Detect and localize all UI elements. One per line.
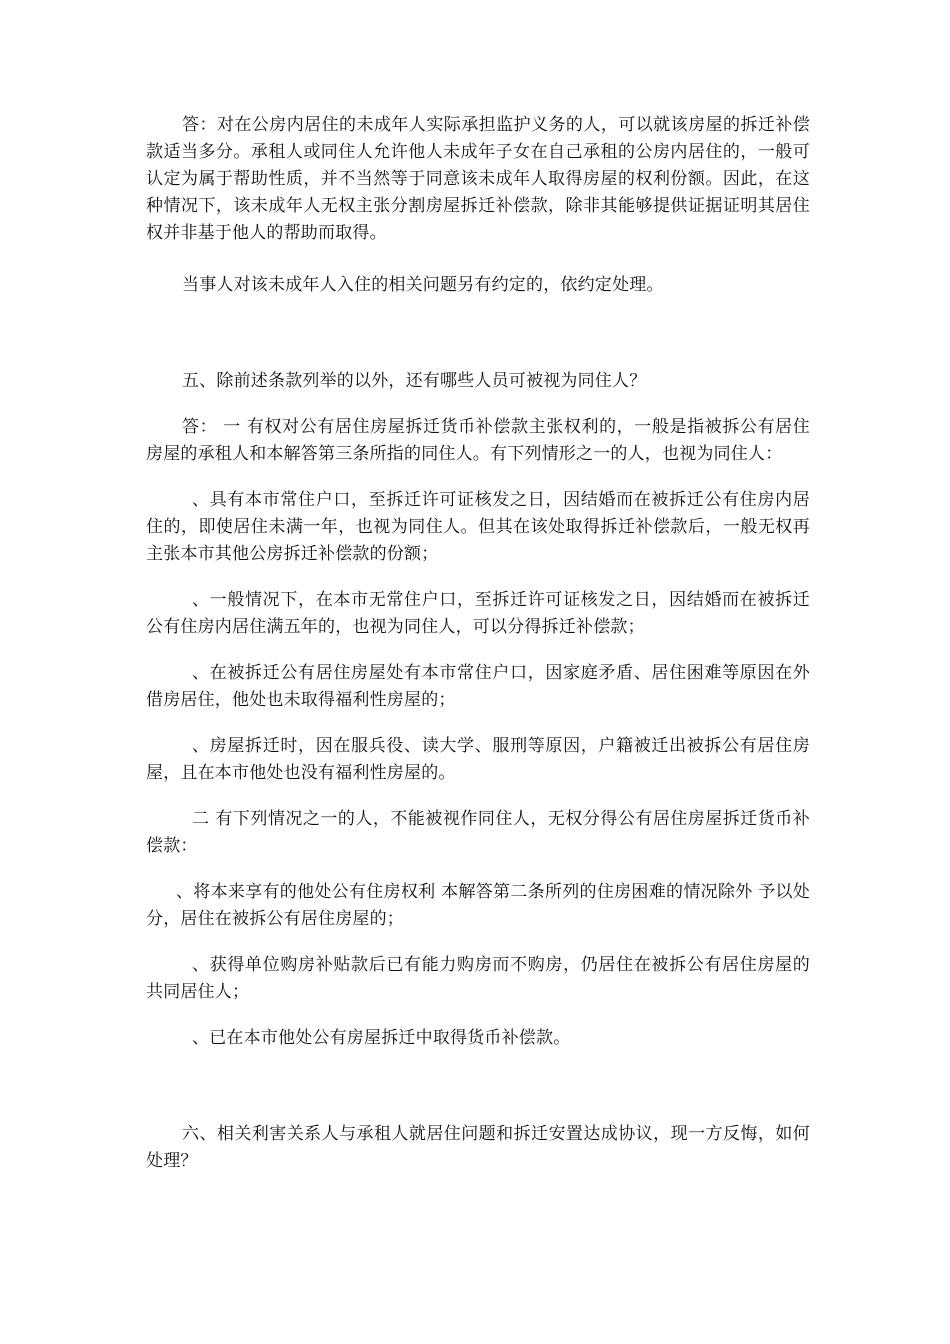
section-five-heading: 五、除前述条款列举的以外，还有哪些人员可被视为同住人？ bbox=[182, 371, 647, 391]
document-page bbox=[146, 112, 810, 1175]
list-item: 、已在本市他处公有房屋拆迁中取得货币补偿款。 bbox=[192, 1028, 571, 1048]
answer-paragraph-cohabitants: 答： 一 有权对公有居住房屋拆迁货币补偿款主张权利的，一般是指被拆公有居住房屋的承租人和本解答第三条所指的同住人。有下列情形之一的人，也视为同住人： bbox=[146, 417, 810, 464]
subsection-two-heading: 二 有下列情况之一的人，不能被视作同住人，无权分得公有居住房屋拆迁货币补偿款： bbox=[146, 809, 810, 856]
list-item: 、一般情况下，在本市无常住户口，至拆迁许可证核发之日，因结婚而在被拆迁公有住房内居住满五年的，也视为同住人，可以分得拆迁补偿款； bbox=[146, 590, 810, 637]
list-item: 、将本来享有的他处公有住房权利 本解答第二条所列的住房困难的情况除外 予以处分，居住在被拆公有居住房屋的； bbox=[146, 882, 810, 929]
agreement-paragraph: 当事人对该未成年人入住的相关问题另有约定的，依约定处理。 bbox=[182, 275, 664, 295]
list-item: 、房屋拆迁时，因在服兵役、读大学、服刑等原因，户籍被迁出被拆公有居住房屋，且在本市他处也没有福利性房屋的。 bbox=[146, 736, 810, 783]
answer-paragraph-minor-residents: 答：对在公房内居住的未成年人实际承担监护义务的人，可以就该房屋的拆迁补偿款适当多分。承租人或同住人允许他人未成年子女在自己承租的公房内居住的，一般可认定为属于帮助性质，并不当然等于同意该未成年人取得房屋的权利份额。因此，在这种情况下，该未成年人无权主张分割房屋拆迁补偿款，除非其能够提供证据证明其居住权并非基于他人的帮助而取得。 bbox=[146, 115, 810, 243]
list-item: 、具有本市常住户口，至拆迁许可证核发之日，因结婚而在被拆迁公有住房内居住的，即使居住未满一年，也视为同住人。但其在该处取得拆迁补偿款后，一般无权再主张本市其他公房拆迁补偿款的份额； bbox=[146, 490, 810, 564]
list-item: 、获得单位购房补贴款后已有能力购房而不购房，仍居住在被拆公有居住房屋的共同居住人； bbox=[146, 955, 810, 1002]
list-item: 、在被拆迁公有居住房屋处有本市常住户口，因家庭矛盾、居住困难等原因在外借房居住，他处也未取得福利性房屋的； bbox=[146, 663, 810, 710]
section-six-heading: 六、相关利害关系人与承租人就居住问题和拆迁安置达成协议，现一方反悔，如何处理？ bbox=[146, 1124, 810, 1171]
